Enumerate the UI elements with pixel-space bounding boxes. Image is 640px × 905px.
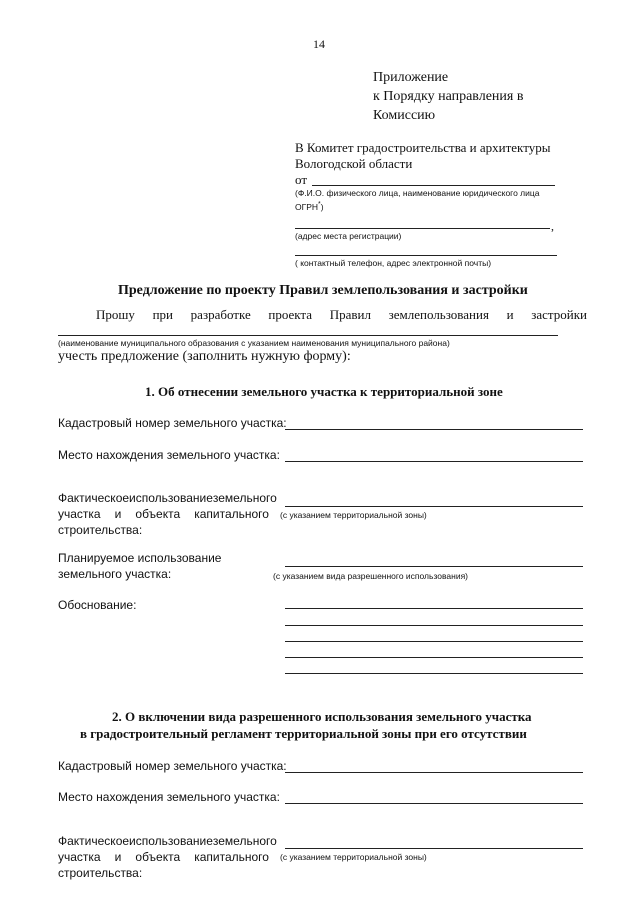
section-2-heading-line-1: 2. О включении вида разрешенного использования земельного участка — [112, 709, 532, 724]
s2-actual-use-line-3: строительства: — [58, 866, 143, 880]
s1-planned-use-line-1: Планируемое использование — [58, 551, 222, 565]
hint-name: (Ф.И.О. физического лица, наименование юридического лица — [295, 188, 540, 198]
annex-line-1: Приложение — [373, 70, 449, 85]
hint-ogrn: ОГРН*) — [295, 201, 324, 212]
section-2-heading-line-2: в градостроительный регламент территориальной зоны при его отсутствии — [80, 726, 527, 741]
section-1-heading: 1. Об отнесении земельного участка к территориальной зоне — [145, 384, 503, 399]
annex-line-3: Комиссию — [373, 108, 436, 123]
s1-justification-line — [285, 673, 583, 674]
address-comma: , — [551, 219, 554, 233]
hint-contacts: ( контактный телефон, адрес электронной почты) — [295, 258, 492, 268]
s1-justification-label: Обоснование: — [58, 598, 137, 612]
request-word: и — [506, 307, 514, 322]
municipality-fill-line — [58, 335, 558, 336]
request-word: проекта — [268, 307, 313, 322]
s1-planned-use-line — [285, 566, 583, 567]
s2-cadastral-label: Кадастровый номер земельного участка: — [58, 759, 287, 773]
hint-municipality: (наименование муниципального образования с указанием наименования муниципального района) — [58, 338, 450, 348]
request-word: землепользования — [388, 307, 489, 322]
s1-justification-line — [285, 608, 583, 609]
from-fill-line — [312, 185, 555, 186]
request-line — [96, 307, 587, 323]
request-continuation: учесть предложение (заполнить нужную форму): — [58, 349, 351, 364]
s1-justification-line — [285, 657, 583, 658]
s1-actual-use-line-1: Фактическое использование земельного — [58, 491, 277, 505]
addressee-line-1: В Комитет градостроительства и архитектуры — [295, 140, 551, 155]
s1-actual-use-line-3: строительства: — [58, 523, 143, 537]
address-fill-line — [295, 228, 550, 229]
request-word: Прошу — [96, 307, 135, 322]
hint-address: (адрес места регистрации) — [295, 231, 402, 241]
from-label: от — [295, 172, 308, 187]
s1-cadastral-line — [285, 429, 583, 430]
s1-justification-line — [285, 641, 583, 642]
addressee-line-2: Вологодской области — [295, 156, 413, 171]
annex-line-2: к Порядку направления в — [373, 89, 524, 104]
s2-actual-use-hint: (с указанием территориальной зоны) — [280, 852, 427, 862]
s1-planned-use-hint: (с указанием вида разрешенного использования) — [273, 571, 468, 581]
s1-cadastral-label: Кадастровый номер земельного участка: — [58, 416, 287, 430]
request-word: разработке — [190, 307, 251, 322]
s1-location-label: Место нахождения земельного участка: — [58, 448, 280, 462]
s2-location-label: Место нахождения земельного участка: — [58, 790, 280, 804]
s2-actual-use-line-1: Фактическое использование земельного — [58, 834, 277, 848]
s1-actual-use-line-2: участка и объекта капитального — [58, 507, 269, 521]
s1-actual-use-line — [285, 506, 583, 507]
request-word: Правил — [329, 307, 371, 322]
s1-actual-use-hint: (с указанием территориальной зоны) — [280, 510, 427, 520]
s1-planned-use-line-2: земельного участка: — [58, 567, 172, 581]
document-title: Предложение по проекту Правил землепользования и застройки — [118, 283, 528, 298]
s1-location-line — [285, 461, 583, 462]
request-word: при — [152, 307, 173, 322]
s2-actual-use-line-2: участка и объекта капитального — [58, 850, 269, 864]
s2-location-line — [285, 803, 583, 804]
s1-justification-line — [285, 625, 583, 626]
s2-actual-use-line — [285, 848, 583, 849]
contacts-fill-line — [295, 255, 557, 256]
s2-cadastral-line — [285, 772, 583, 773]
page-number: 14 — [313, 37, 325, 51]
request-word: застройки — [531, 307, 587, 322]
